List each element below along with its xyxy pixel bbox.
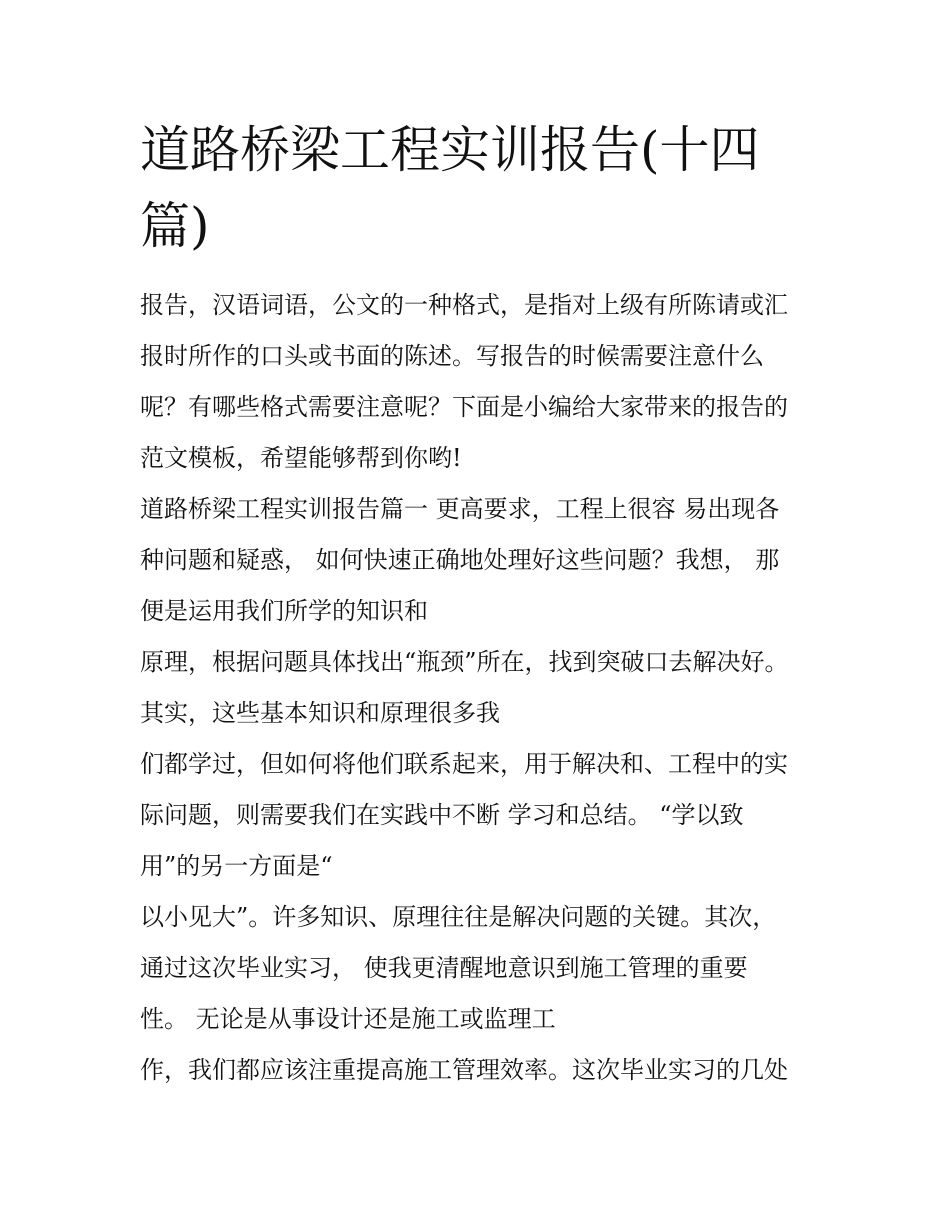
body-line: 们都学过，但如何将他们联系起来，用于解决和、工程中的实 (140, 750, 788, 778)
body-line: 际问题，则需要我们在实践中不断 学习和总结。 “学以致 (140, 801, 744, 829)
document-body (140, 280, 830, 1096)
body-line: 范文模板，希望能够帮到你哟! (140, 444, 462, 472)
title-line: 篇) (140, 197, 210, 255)
body-line: 通过这次毕业实习， 使我更清醒地意识到施工管理的重要 (140, 954, 748, 982)
document-title (140, 112, 820, 264)
body-line: 以小见大”。许多知识、原理往往是解决问题的关键。其次， (140, 903, 777, 931)
body-line: 原理，根据问题具体找出“瓶颈”所在，找到突破口去解决好。 (140, 648, 789, 676)
title-line: 道路桥梁工程实训报告(十四 (140, 121, 760, 179)
body-line: 其实，这些基本知识和原理很多我 (140, 699, 500, 727)
body-line: 呢？有哪些格式需要注意呢？下面是小编给大家带来的报告的 (140, 393, 788, 421)
body-line: 报告，汉语词语，公文的一种格式，是指对上级有所陈请或汇 (140, 291, 788, 319)
body-line: 便是运用我们所学的知识和 (140, 597, 428, 625)
body-line: 报时所作的口头或书面的陈述。写报告的时候需要注意什么 (140, 342, 764, 370)
body-line: 用”的另一方面是“ (140, 852, 333, 880)
body-line: 作，我们都应该注重提高施工管理效率。这次毕业实习的几处 (140, 1056, 788, 1084)
body-line: 道路桥梁工程实训报告篇一 更高要求，工程上很容 易出现各 (140, 495, 780, 523)
body-line: 性。 无论是从事设计还是施工或监理工 (140, 1005, 556, 1033)
body-line: 种问题和疑惑， 如何快速正确地处理好这些问题？我想， 那 (140, 546, 780, 574)
